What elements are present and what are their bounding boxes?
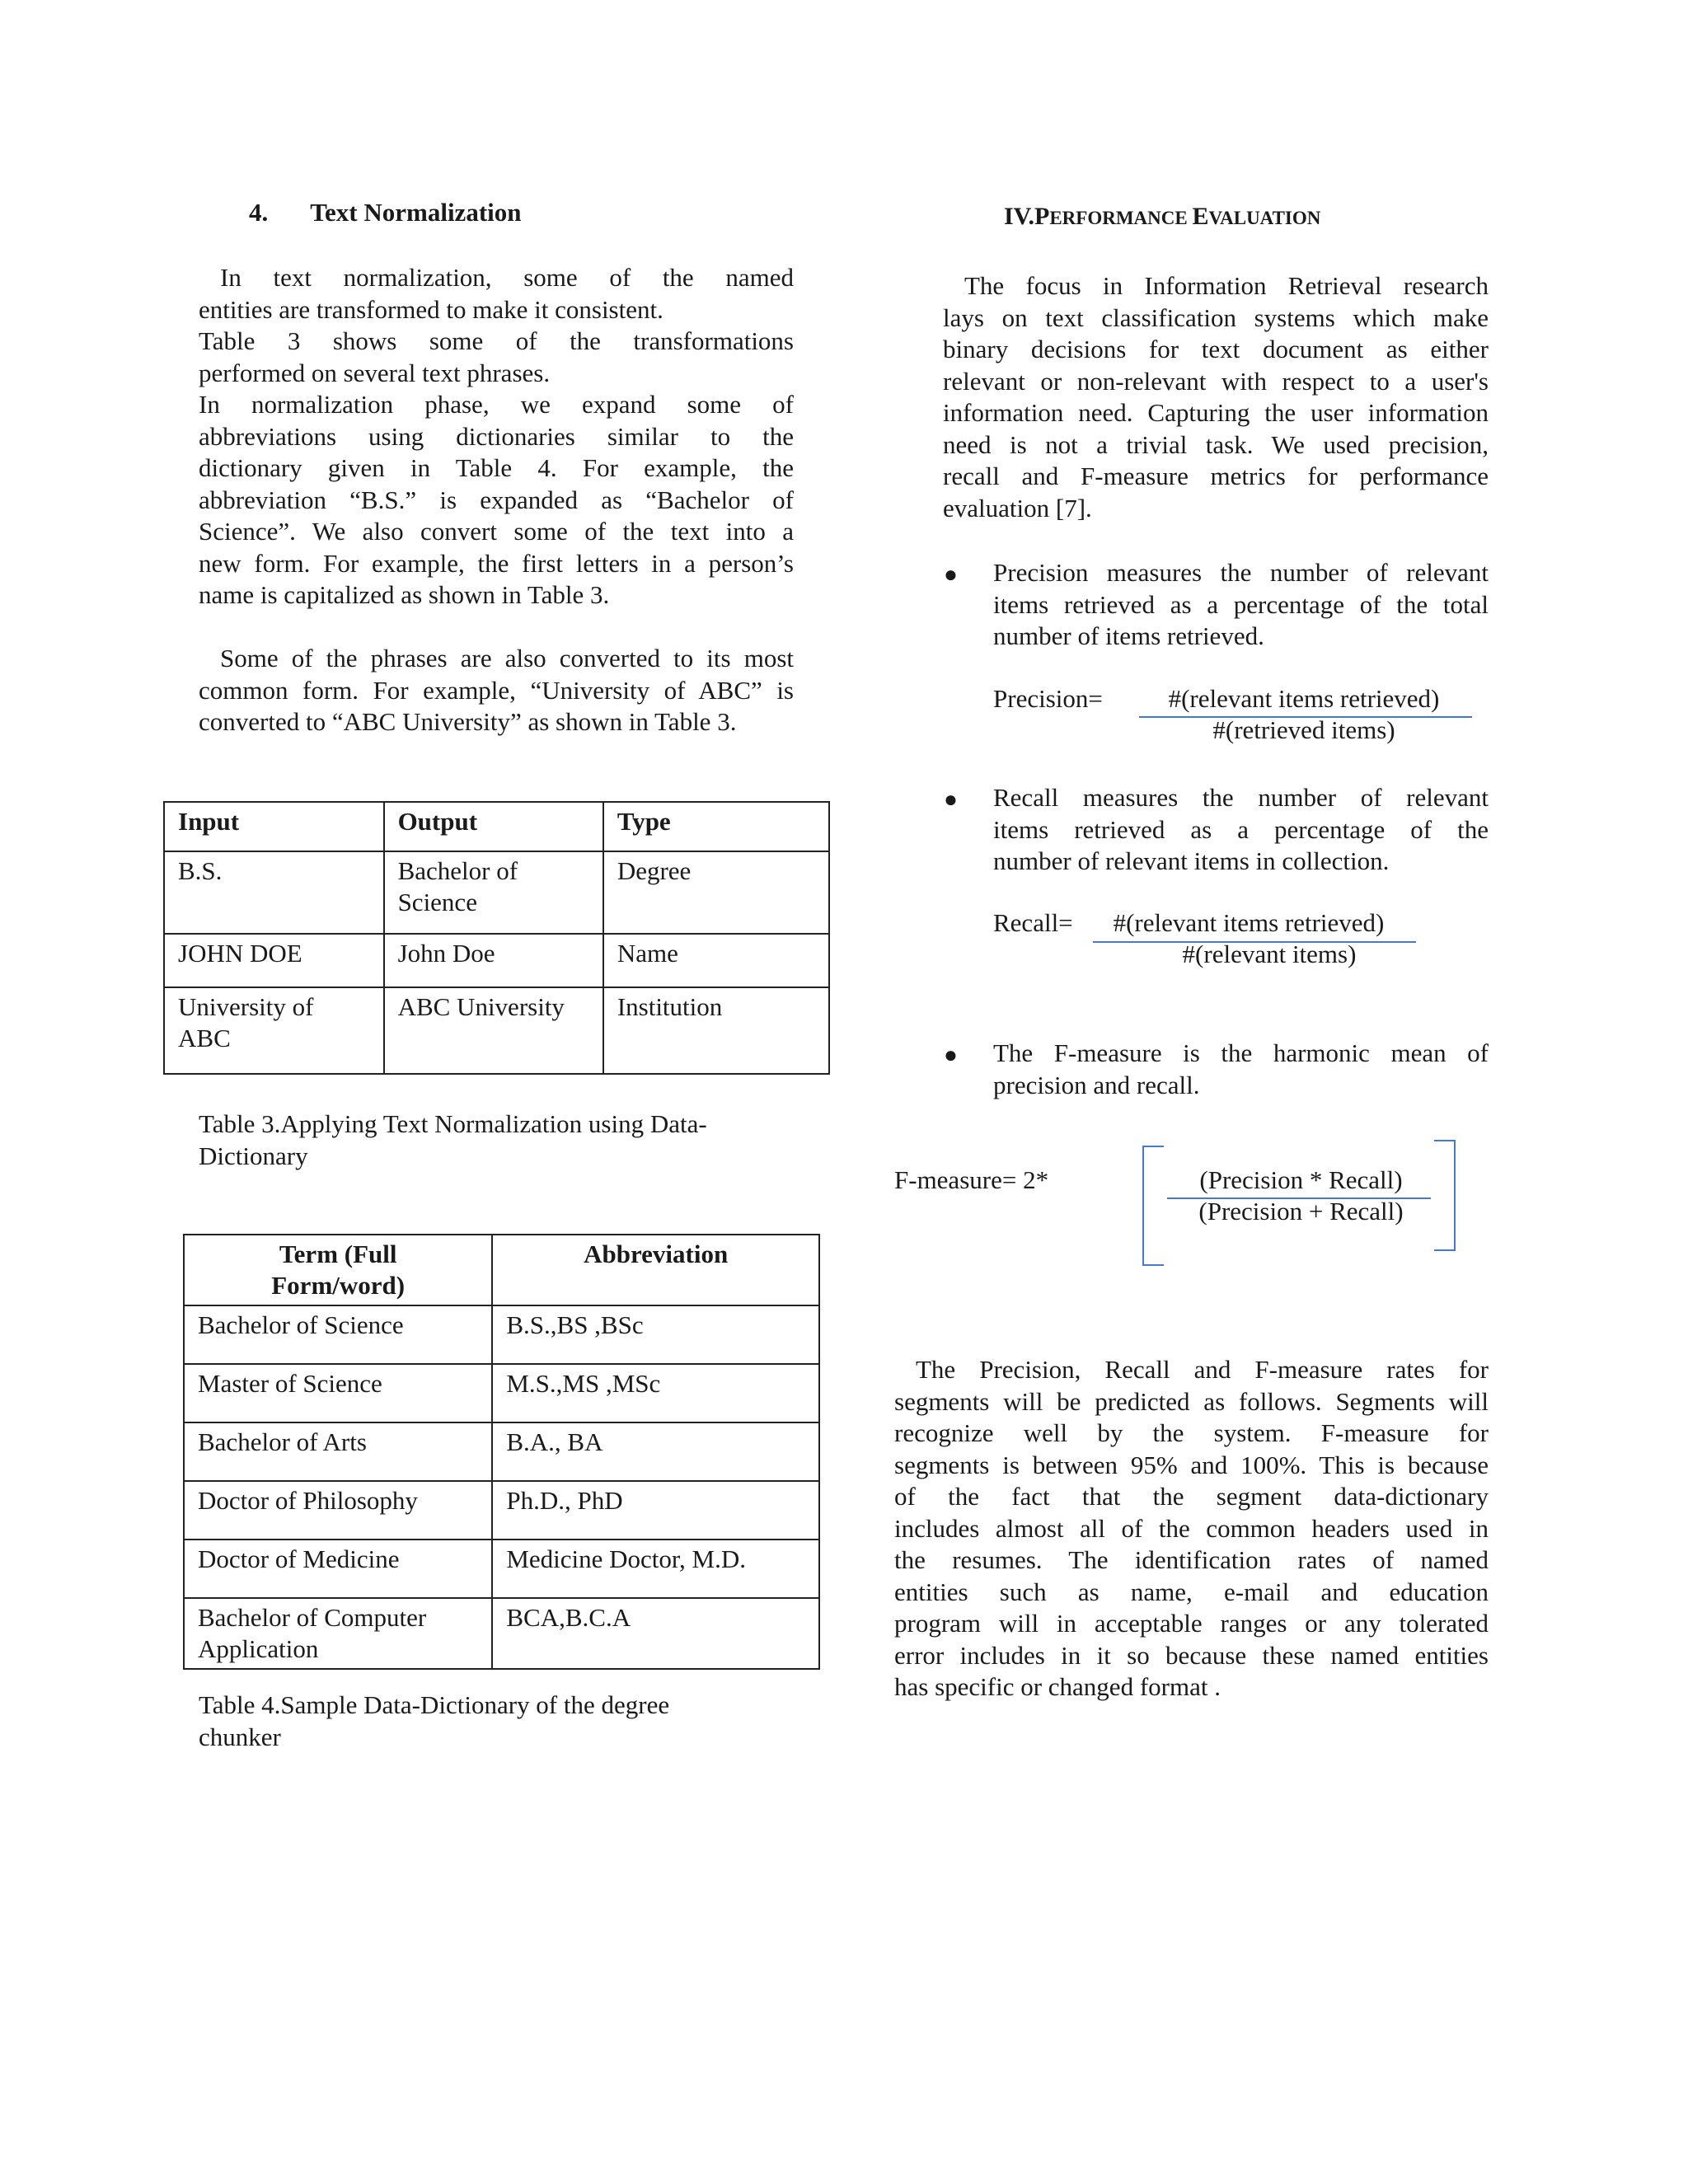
table-cell: M.S.,MS ,MSc — [492, 1364, 819, 1422]
recall-label: Recall= — [993, 908, 1073, 937]
text-line: evaluation [7]. — [943, 493, 1092, 523]
table-cell: Medicine Doctor, M.D. — [492, 1540, 819, 1598]
text-line: the resumes. The identification rates of named — [894, 1545, 1489, 1574]
text-normalization-paragraph-2 — [199, 643, 794, 738]
text-line: The F-measure is the harmonic mean of — [993, 1038, 1489, 1067]
text-line: converted to “ABC University” as shown in Table 3. — [199, 707, 737, 736]
section-title: Text Normalization — [310, 198, 522, 227]
text-line: of the fact that the segment data-dictionary — [894, 1482, 1489, 1511]
text-line: new form. For example, the first letters in a person’s — [199, 548, 794, 578]
text-line: entities are transformed to make it consistent. — [199, 294, 663, 324]
fmeasure-label: F-measure= 2* — [894, 1165, 1049, 1194]
table-row — [184, 1305, 819, 1364]
fmeasure-definition — [993, 1038, 1489, 1101]
text-line: abbreviation “B.S.” is expanded as “Bachelor of — [199, 485, 794, 514]
text-line: entities such as name, e-mail and education — [894, 1577, 1489, 1606]
text-line: number of relevant items in collection. — [993, 846, 1390, 875]
precision-definition — [993, 557, 1489, 653]
section-number: 4. — [249, 198, 269, 227]
performance-closing-paragraph — [894, 1354, 1489, 1704]
text-line: error includes in it so because these named entities — [894, 1640, 1489, 1670]
table-row — [184, 1422, 819, 1481]
text-line: In normalization phase, we expand some of — [199, 390, 794, 419]
text-line: Table 3 shows some of the transformations — [199, 326, 794, 355]
text-line: segments will be predicted as follows. Segments will — [894, 1386, 1489, 1416]
table-cell: ABC University — [384, 987, 603, 1074]
text-line: name is capitalized as shown in Table 3. — [199, 580, 610, 609]
text-line: binary decisions for text document as either — [943, 335, 1489, 363]
table-3 — [163, 801, 830, 1075]
recall-definition — [993, 782, 1489, 878]
table-cell: Ph.D., PhD — [492, 1481, 819, 1540]
table-4 — [183, 1234, 820, 1670]
bullet-icon: ● — [944, 787, 958, 813]
text-line: lays on text classification systems which make — [943, 302, 1489, 332]
bullet-icon: ● — [944, 562, 958, 588]
table-cell: Master of Science — [184, 1364, 492, 1422]
precision-denominator: #(retrieved items) — [1212, 715, 1395, 744]
text-line: recognize well by the system. F-measure for — [894, 1418, 1489, 1447]
text-line: items retrieved as a percentage of the total — [993, 589, 1489, 619]
right-bracket — [1434, 1140, 1456, 1251]
table-cell: Doctor of Medicine — [184, 1540, 492, 1598]
table-cell: Bachelor of Science — [184, 1305, 492, 1364]
recall-numerator: #(relevant items retrieved) — [1113, 908, 1385, 937]
bullet-icon: ● — [944, 1043, 958, 1068]
precision-label: Precision= — [993, 684, 1103, 713]
text-line: items retrieved as a percentage of the — [993, 814, 1489, 844]
performance-intro-paragraph — [943, 270, 1489, 524]
table-cell: Bachelor of Arts — [184, 1422, 492, 1481]
fmeasure-numerator: (Precision * Recall) — [1199, 1165, 1403, 1194]
text-line: number of items retrieved. — [993, 621, 1264, 650]
precision-numerator: #(relevant items retrieved) — [1168, 684, 1440, 713]
table-4-caption: Table 4.Sample Data-Dictionary of the degree chunker — [199, 1690, 670, 1751]
text-line: recall and F-measure metrics for performance — [943, 462, 1489, 490]
table-cell: John Doe — [384, 934, 603, 987]
table-row — [164, 987, 829, 1074]
left-bracket — [1142, 1146, 1164, 1266]
table-row — [184, 1364, 819, 1422]
text-line: includes almost all of the common headers used in — [894, 1513, 1489, 1543]
fmeasure-denominator: (Precision + Recall) — [1198, 1197, 1404, 1226]
table-cell: Degree — [603, 851, 829, 934]
text-line: program will in acceptable ranges or any tolerated — [894, 1609, 1489, 1638]
text-line: In text normalization, some of the named — [220, 263, 794, 292]
section-heading-performance-evaluation: IV.PERFORMANCE EVALUATION — [1004, 203, 1321, 230]
text-line: relevant or non-relevant with respect to a user's — [943, 366, 1489, 396]
table-row — [164, 934, 829, 987]
text-normalization-paragraph-1 — [199, 262, 794, 612]
table-cell: University of ABC — [164, 987, 384, 1074]
text-line: information need. Capturing the user information — [943, 398, 1489, 427]
text-line: Recall measures the number of relevant — [993, 783, 1489, 812]
text-line: need is not a trivial task. We used precision, — [943, 429, 1489, 459]
table-3-header-output: Output — [384, 802, 603, 851]
text-line: performed on several text phrases. — [199, 358, 551, 387]
table-cell: Bachelor of Science — [384, 851, 603, 934]
table-cell: BCA,B.C.A — [492, 1598, 819, 1669]
text-line: segments is between 95% and 100%. This is because — [894, 1450, 1489, 1479]
text-line: abbreviations using dictionaries similar to the — [199, 421, 794, 451]
table-3-header-type: Type — [603, 802, 829, 851]
text-line: has specific or changed format . — [894, 1672, 1221, 1701]
text-line: Some of the phrases are also converted to its most — [220, 644, 794, 673]
text-line: The Precision, Recall and F-measure rates for — [916, 1355, 1489, 1384]
table-cell: Institution — [603, 987, 829, 1074]
text-line: precision and recall. — [993, 1070, 1200, 1099]
table-cell: JOHN DOE — [164, 934, 384, 987]
text-line: common form. For example, “University of ABC” is — [199, 675, 794, 705]
section-heading-text-normalization — [249, 198, 522, 227]
table-cell: Name — [603, 934, 829, 987]
table-row — [184, 1540, 819, 1598]
table-4-header-abbreviation: Abbreviation — [492, 1235, 819, 1305]
table-cell: Doctor of Philosophy — [184, 1481, 492, 1540]
table-row — [164, 851, 829, 934]
table-cell: B.S.,BS ,BSc — [492, 1305, 819, 1364]
table-4-header-term: Term (Full Form/word) — [184, 1235, 492, 1305]
text-line: dictionary given in Table 4. For example, the — [199, 453, 794, 482]
text-line: Science”. We also convert some of the text into a — [199, 517, 794, 546]
table-cell: B.A., BA — [492, 1422, 819, 1481]
table-row — [184, 1481, 819, 1540]
table-3-header-input: Input — [164, 802, 384, 851]
table-row — [184, 1598, 819, 1669]
table-cell: Bachelor of Computer Application — [184, 1598, 492, 1669]
text-line: The focus in Information Retrieval research — [964, 271, 1489, 300]
text-line: Precision measures the number of relevant — [993, 558, 1489, 587]
table-3-caption: Table 3.Applying Text Normalization using Data- Dictionary — [199, 1109, 707, 1170]
recall-denominator: #(relevant items) — [1182, 940, 1357, 968]
table-cell: B.S. — [164, 851, 384, 934]
